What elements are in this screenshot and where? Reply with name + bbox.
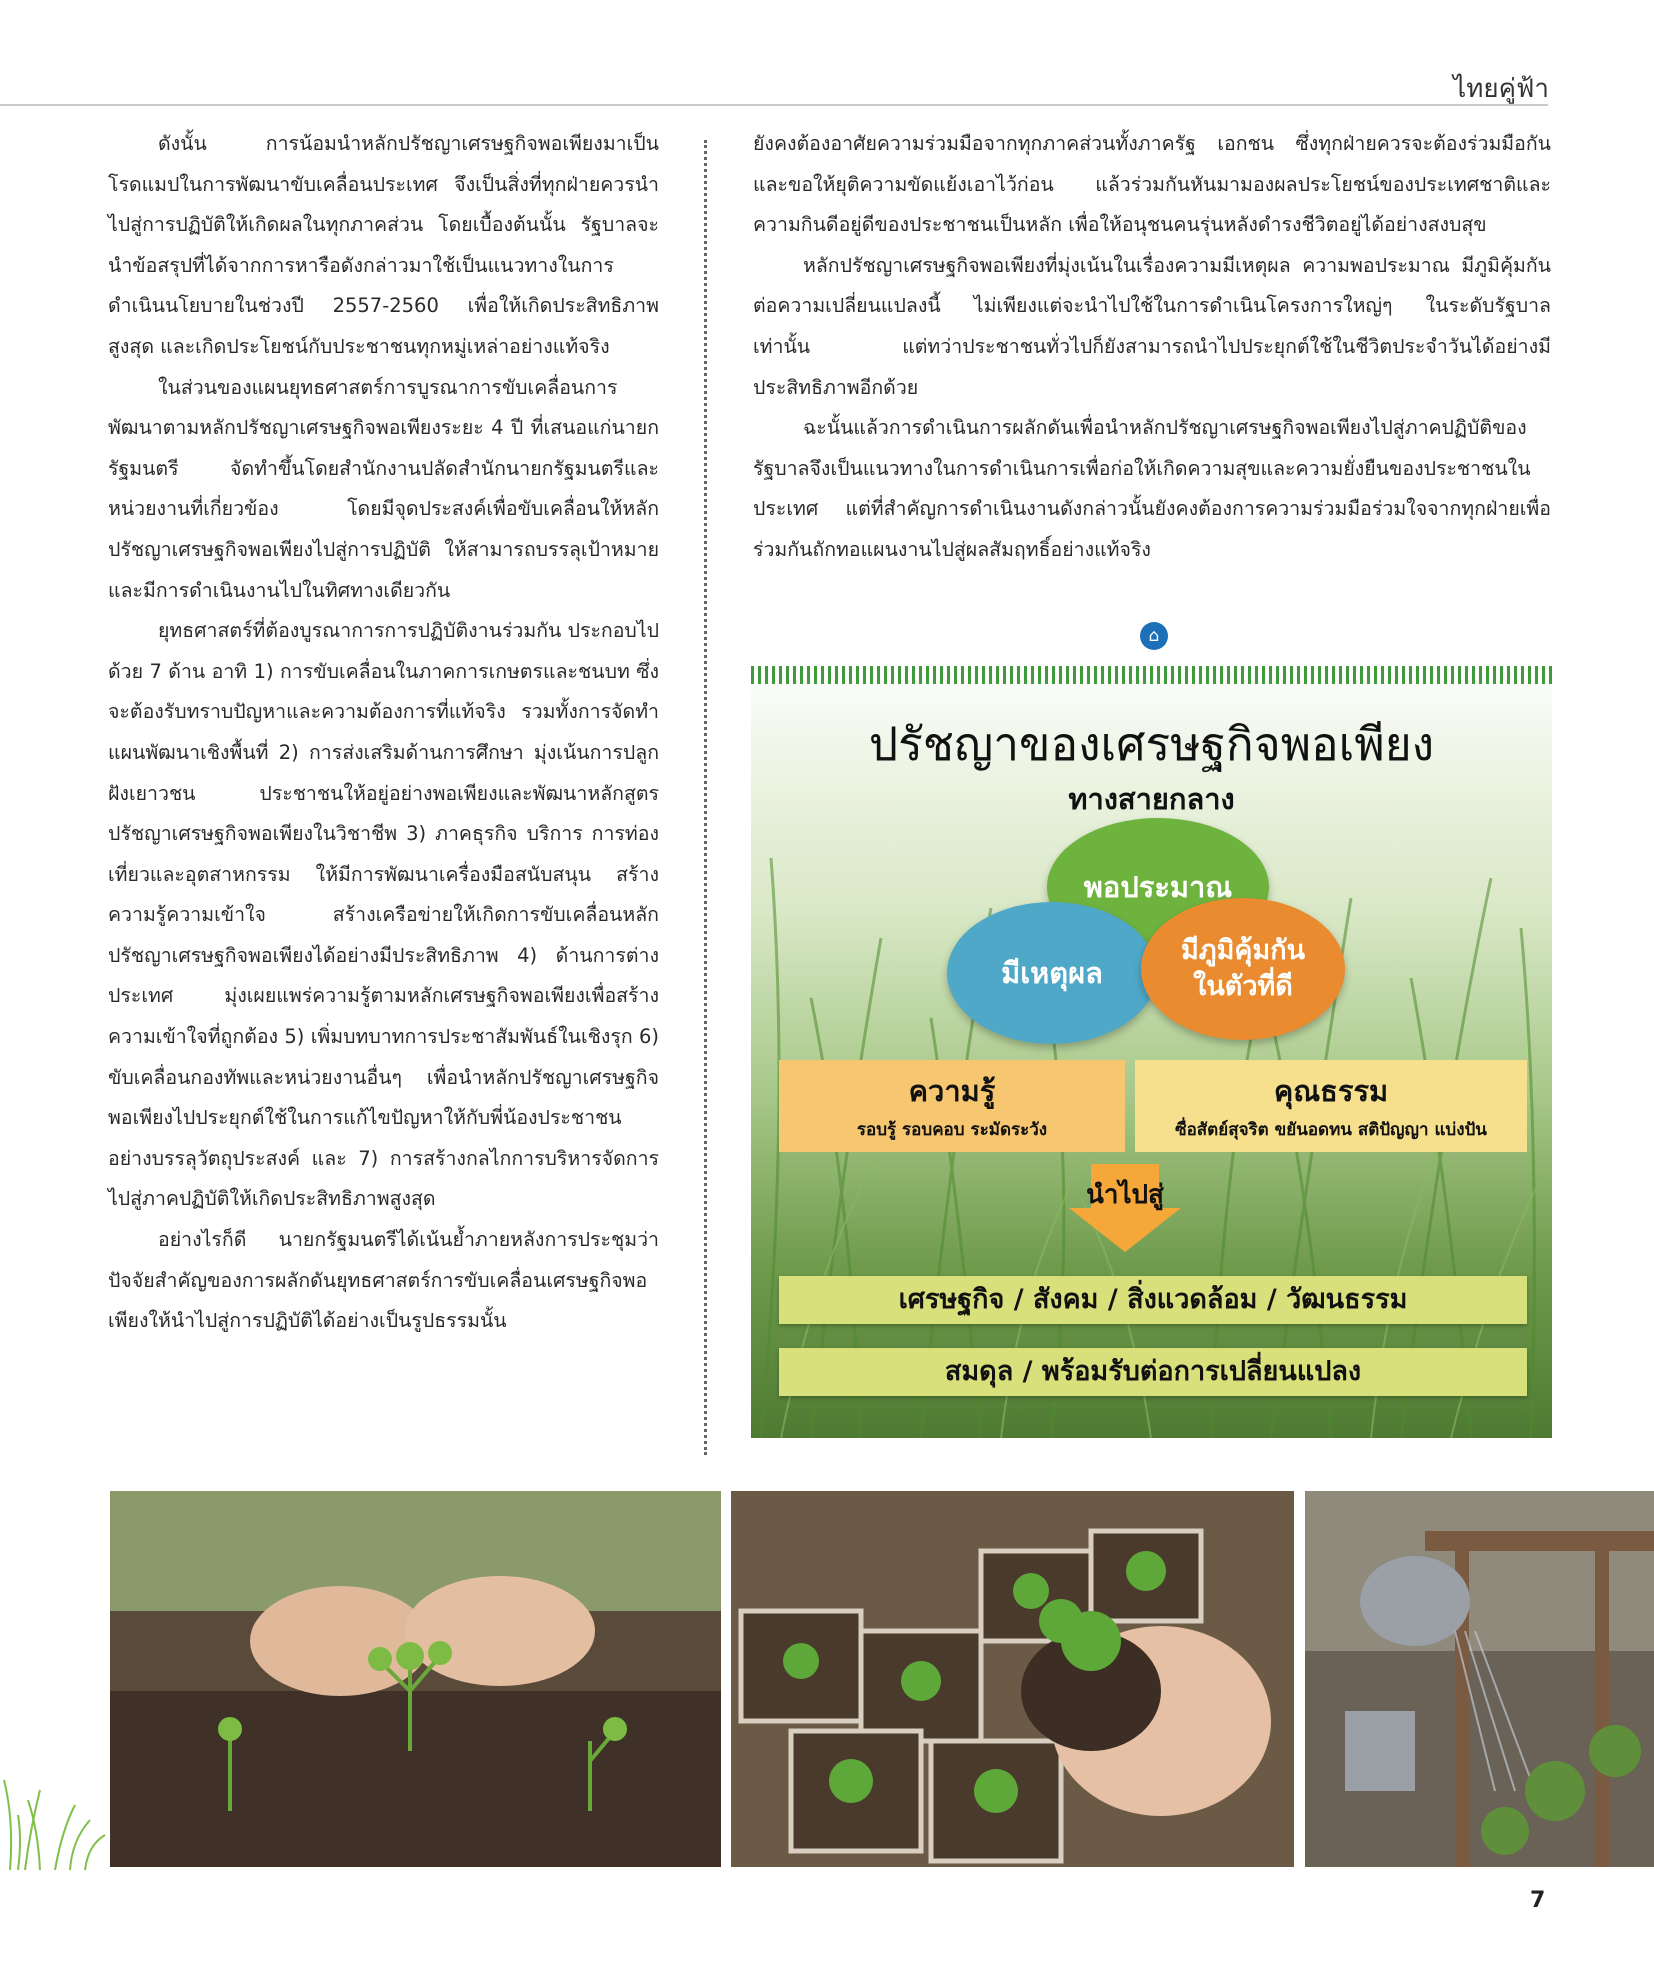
virtue-subtitle: ซื่อสัตย์สุจริต ขยันอดทน สติปัญญา แบ่งปัน [1175,1120,1487,1140]
paragraph: ฉะนั้นแล้วการดำเนินการผลักดันเพื่อนำหลักปรัชญาเศรษฐกิจพอเพียงไปสู่ภาคปฏิบัติของรัฐบาลจึงเป็นแนวทางในการดำเนินการเพื่อก่อให้เกิดความสุขและความยั่งยืนของประชาชนในประเทศ แต่ที่สำคัญการดำเนินงานดังกล่าวนั้นยังคงต้องการความร่วมมือร่วมใจจากทุกฝ่ายเพื่อร่วมกันถักทอแผนงานไปสู่ผลสัมฤทธิ์อย่างแท้จริง [753,416,1551,561]
virtue-box [1135,1060,1527,1152]
balance-band: สมดุล / พร้อมรับต่อการเปลี่ยนแปลง [779,1348,1527,1396]
reasonableness-oval [947,902,1157,1044]
photo-seedling-trays [731,1491,1294,1867]
paragraph: ดังนั้น การน้อมนำหลักปรัชญาเศรษฐกิจพอเพียงมาเป็นโรดแมปในการพัฒนาขับเคลื่อนประเทศ จึงเป็นสิ่งที่ทุกฝ่ายควรนำไปสู่การปฏิบัติให้เกิดผลในทุกภาคส่วน โดยเบื้องต้นนั้น รัฐบาลจะนำข้อสรุปที่ได้จากการหารือดังกล่าวมาใช้เป็นแนวทางในการดำเนินนโยบายในช่วงปี 2557-2560 เพื่อให้เกิดประสิทธิภาพสูงสุด และเกิดประโยชน์กับประชาชนทุกหมู่เหล่าอย่างแท้จริง [108,132,659,358]
paragraph: ในส่วนของแผนยุทธศาสตร์การบูรณาการขับเคลื่อนการพัฒนาตามหลักปรัชญาเศรษฐกิจพอเพียงระยะ 4 ปี ที่เสนอแก่นายกรัฐมนตรี จัดทำขึ้นโดยสำนักงานปลัดสำนักนายกรัฐมนตรีและหน่วยงานที่เกี่ยวข้อง โดยมีจุดประสงค์เพื่อขับเคลื่อนให้หลักปรัชญาเศรษฐกิจพอเพียงไปสู่การปฏิบัติ ให้สามารถบรรลุเป้าหมาย และมีการดำเนินงานไปในทิศทางเดียวกัน [108,375,659,602]
column-divider [704,140,707,1455]
immunity-oval [1141,898,1345,1040]
article-right-column [753,124,1551,571]
immunity-label-line1: มีภูมิคุ้มกัน [1180,935,1306,966]
knowledge-box [779,1060,1125,1152]
magazine-name: ไทยคู่ฟ้า [1453,74,1549,104]
article-end-icon: ⌂ [1140,622,1168,650]
knowledge-title: ความรู้ [908,1074,996,1108]
infographic-title: ปรัชญาของเศรษฐกิจพอเพียง [868,717,1435,771]
paragraph: หลักปรัชญาเศรษฐกิจพอเพียงที่มุ่งเน้นในเรื่องความมีเหตุผล ความพอประมาณ มีภูมิคุ้มกันต่อความเปลี่ยนแปลงนี้ ไม่เพียงแต่จะนำไปใช้ในการดำเนินโครงการใหญ่ๆ ในระดับรัฐบาลเท่านั้น แต่ทว่าประชาชนทั่วไปก็ยังสามารถนำไปประยุกต์ใช้ในชีวิตประจำวันได้อย่างมีประสิทธิภาพอีกด้วย [753,253,1551,399]
reasonableness-label: มีเหตุผล [1001,956,1103,990]
page-number: 7 [1530,1888,1546,1913]
infographic-subtitle: ทางสายกลาง [1068,782,1235,816]
virtue-title: คุณธรรม [1273,1074,1389,1108]
paragraph: อย่างไรก็ดี นายกรัฐมนตรีได้เน้นย้ำภายหลังการประชุมว่า ปัจจัยสำคัญของการผลักดันยุทธศาสตร์การขับเคลื่อนเศรษฐกิจพอเพียงให้นำไปสู่การปฏิบัติได้อย่างเป็นรูปธรรมนั้น [108,1228,659,1333]
photo-watering-can [1305,1491,1654,1867]
philosophy-infographic [751,662,1552,1438]
photo-planting-seedlings [110,1491,721,1867]
decorative-stripe [751,666,1552,684]
article-left-column [108,124,659,1342]
paragraph: ยุทธศาสตร์ที่ต้องบูรณาการการปฏิบัติงานร่วมกัน ประกอบไปด้วย 7 ด้าน อาทิ 1) การขับเคลื่อนในภาคการเกษตรและชนบท ซึ่งจะต้องรับทราบปัญหาและความต้องการที่แท้จริง รวมทั้งการจัดทำแผนพัฒนาเชิงพื้นที่ 2) การส่งเสริมด้านการศึกษา มุ่งเน้นการปลูกฝังเยาวชน ประชาชนให้อยู่อย่างพอเพียงและพัฒนาหลักสูตรปรัชญาเศรษฐกิจพอเพียงในวิชาชีพ 3) ภาคธุรกิจ บริการ การท่องเที่ยวและอุตสาหกรรม ให้มีการพัฒนาเครื่องมือสนับสนุน สร้างความรู้ความเข้าใจ สร้างเครือข่ายให้เกิดการขับเคลื่อนหลักปรัชญาเศรษฐกิจพอเพียงได้อย่างมีประสิทธิภาพ 4) ด้านการต่างประเทศ มุ่งเผยแพร่ความรู้ตามหลักเศรษฐกิจพอเพียงเพื่อสร้างความเข้าใจที่ถูกต้อง 5) เพิ่มบทบาทการประชาสัมพันธ์ในเชิงรุก 6) ขับเคลื่อนกองทัพและหน่วยงานอื่นๆ เพื่อนำหลักปรัชญาเศรษฐกิจพอเพียงไปประยุกต์ใช้ในการแก้ไขปัญหาให้กับพี่น้องประชาชนอย่างบรรลุวัตถุประสงค์ และ 7) การสร้างกลไกการบริหารจัดการไปสู่ภาคปฏิบัติให้เกิดประสิทธิภาพสูงสุด [108,619,659,1211]
arrow-label: นำไปสู่ [1086,1180,1164,1210]
corner-grass-decoration [0,1760,110,1870]
knowledge-subtitle: รอบรู้ รอบคอบ ระมัดระวัง [856,1120,1048,1140]
outcome-band: เศรษฐกิจ / สังคม / สิ่งแวดล้อม / วัฒนธรรม [779,1276,1527,1324]
header-rule [0,104,1548,106]
paragraph: ยังคงต้องอาศัยความร่วมมือจากทุกภาคส่วนทั้งภาครัฐ เอกชน ซึ่งทุกฝ่ายควรจะต้องร่วมมือกัน และขอให้ยุติความขัดแย้งเอาไว้ก่อน แล้วร่วมกันหันมามองผลประโยชน์ของประเทศชาติและความกินดีอยู่ดีของประชาชนเป็นหลัก เพื่อให้อนุชนคนรุ่นหลังดำรงชีวิตอยู่ได้อย่างสงบสุข [753,132,1551,237]
immunity-label-line2: ในตัวที่ดี [1193,971,1293,1002]
moderation-label: พอประมาณ [1083,870,1233,904]
